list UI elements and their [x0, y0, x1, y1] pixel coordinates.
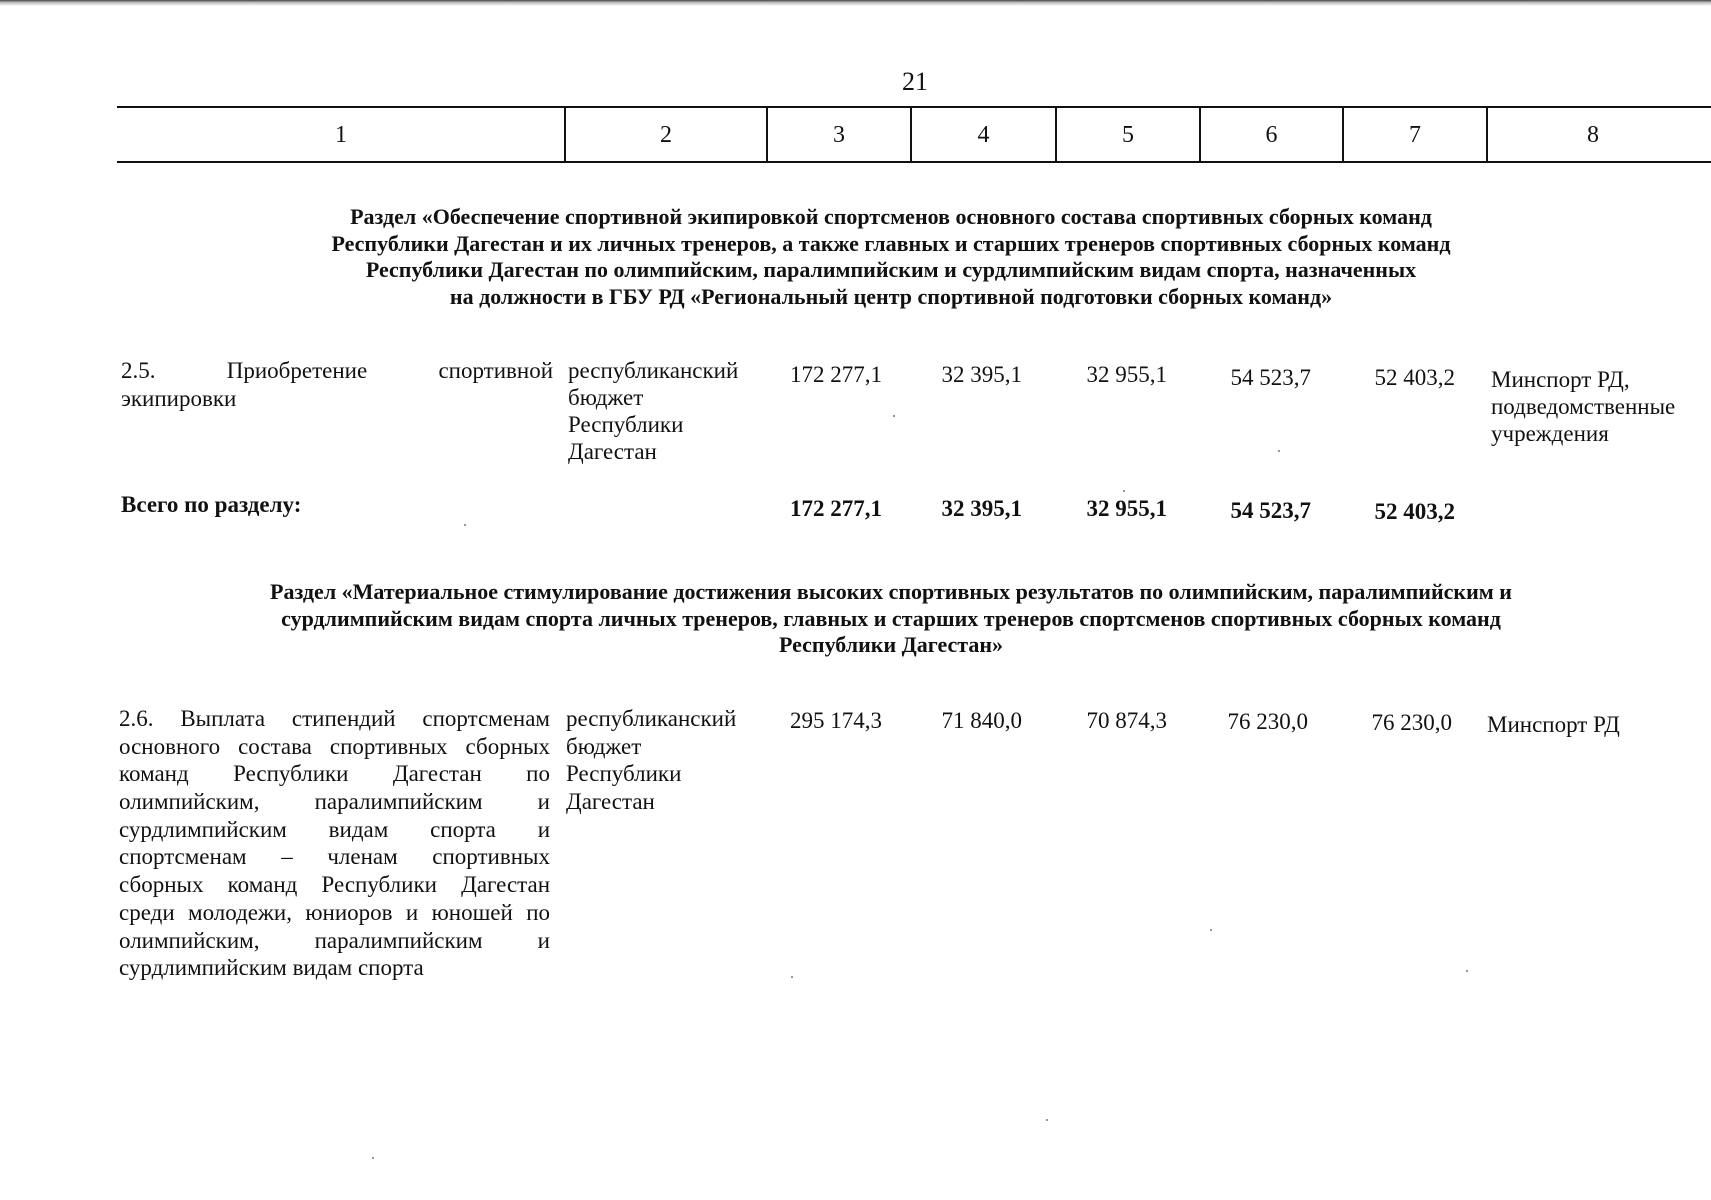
section-title [110, 579, 1672, 659]
header-col-8: 8 [1587, 122, 1599, 148]
scan-speck [1123, 490, 1125, 492]
description-line: олимпийским, паралимпийским и [119, 927, 550, 953]
description-line: экипировки [121, 385, 237, 411]
header-col-5: 5 [1122, 122, 1134, 148]
scan-speck [791, 976, 793, 978]
description-line: команд Республики Дагестан по [119, 761, 550, 787]
value-col-3: 172 277,1 [790, 362, 882, 387]
section-title-line: Республики Дагестан по олимпийским, паралимпийским и сурдлимпийским видам спорта, назначенных [365, 257, 1417, 282]
source-line: Республики [568, 412, 684, 437]
row-funding-source [566, 705, 766, 816]
section-title-line: Раздел «Материальное стимулирование достижения высоких спортивных результатов по олимпийским, паралимпийским и [270, 579, 1512, 604]
source-line: республиканский [566, 706, 737, 731]
executor-line: подведомственные [1491, 394, 1676, 419]
source-line: Дагестан [566, 789, 655, 815]
value-col-4: 71 840,0 [941, 708, 1022, 733]
scan-speck [464, 524, 466, 526]
description-line: олимпийским, паралимпийским и [119, 789, 550, 815]
row-description [121, 357, 553, 412]
section-title-line: Республики Дагестан и их личных тренеров, а также главных и старших тренеров спортивных сборных команд [331, 230, 1451, 256]
scan-speck [1046, 1119, 1048, 1121]
description-line: среди молодежи, юниоров и юношей по [119, 899, 550, 925]
value-col-5: 32 955,1 [1086, 362, 1167, 387]
header-col-3: 3 [833, 122, 845, 148]
value-col-5: 70 874,3 [1086, 708, 1167, 733]
row-funding-source [568, 357, 763, 465]
source-line: республиканский [568, 358, 739, 383]
value-col-7: 52 403,2 [1374, 365, 1455, 390]
total-label: Всего по разделу: [121, 492, 302, 517]
section-title-line: Раздел «Обеспечение спортивной экипировкой спортсменов основного состава спортивных сборных команд [350, 204, 1432, 229]
row-executor [1491, 366, 1706, 447]
value-col-3: 295 174,3 [790, 708, 882, 733]
row-description [119, 705, 550, 982]
description-line: сурдлимпийским видам спорта и [119, 816, 550, 842]
section-title-line: на должности в ГБУ РД «Региональный центр спортивной подготовки сборных команд» [449, 283, 1333, 309]
value-col-6: 76 230,0 [1227, 709, 1308, 734]
scan-speck [893, 415, 895, 417]
scan-speck [372, 1157, 374, 1159]
description-line: сурдлимпийским видам спорта [119, 955, 424, 981]
scan-speck [1278, 450, 1280, 452]
executor-line: учреждения [1491, 421, 1609, 446]
section-title [110, 204, 1672, 310]
section-title-line: Республики Дагестан» [778, 632, 1004, 657]
description-line: 2.6. Выплата стипендий спортсменам [119, 706, 550, 731]
description-line: 2.5. Приобретение спортивной [121, 358, 553, 383]
total-col-4: 32 395,1 [941, 496, 1022, 521]
header-col-2: 2 [660, 122, 672, 148]
total-col-3: 172 277,1 [790, 496, 882, 521]
header-col-7: 7 [1409, 122, 1421, 148]
description-line: сборных команд Республики Дагестан [119, 872, 550, 898]
executor-line: Минспорт РД [1487, 712, 1620, 737]
description-line: основного состава спортивных сборных [119, 733, 550, 759]
source-line: Республики [566, 761, 682, 787]
header-col-1: 1 [335, 122, 347, 148]
total-col-6: 54 523,7 [1230, 498, 1311, 523]
description-line: спортсменам – членам спортивных [119, 844, 550, 870]
executor-line: Минспорт РД, [1491, 367, 1630, 392]
header-col-4: 4 [977, 122, 990, 148]
value-col-6: 54 523,7 [1230, 365, 1311, 390]
value-col-4: 32 395,1 [941, 362, 1022, 387]
row-executor [1487, 711, 1702, 738]
page-number: 21 [902, 67, 928, 96]
source-line: бюджет [568, 385, 644, 410]
scan-speck [1466, 970, 1468, 972]
value-col-7: 76 230,0 [1371, 710, 1452, 735]
scan-edge [0, 0, 1711, 6]
header-col-6: 6 [1265, 122, 1278, 148]
source-line: Дагестан [568, 439, 657, 464]
section-title-line: сурдлимпийским видам спорта личных тренеров, главных и старших тренеров спортсменов спортивных сборных команд [281, 605, 1501, 631]
total-col-7: 52 403,2 [1374, 499, 1455, 524]
source-line: бюджет [566, 733, 642, 759]
total-col-5: 32 955,1 [1086, 496, 1167, 521]
scan-speck [1210, 929, 1212, 931]
